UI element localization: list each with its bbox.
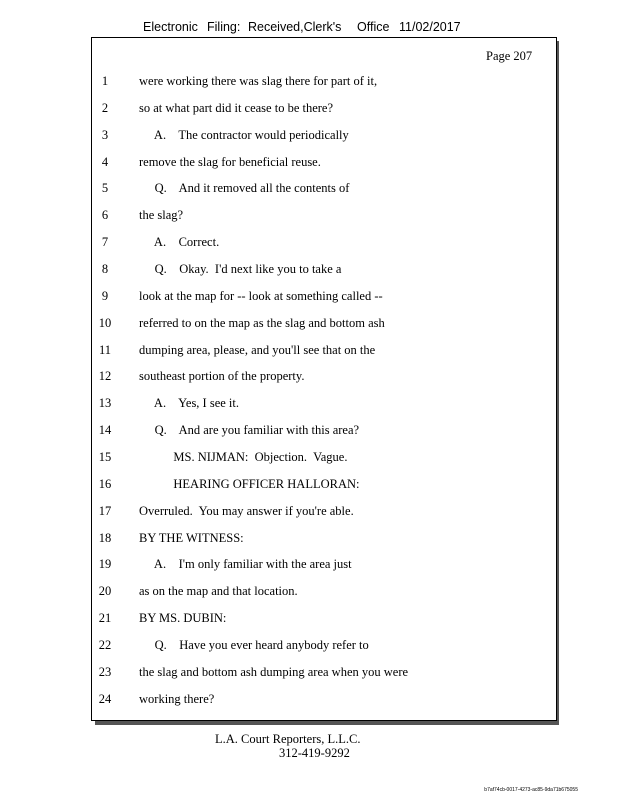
line-text: Q. Have you ever heard anybody refer to — [139, 637, 369, 652]
line-text: Q. And are you familiar with this area? — [139, 423, 360, 438]
header-filing: Filing: — [207, 20, 241, 34]
line-text: working there? — [139, 691, 215, 706]
line-number: 20 — [98, 584, 112, 599]
line-number: 14 — [98, 423, 112, 438]
line-number: 12 — [98, 369, 112, 384]
line-text: the slag and bottom ash dumping area when you were — [139, 664, 409, 679]
line-number: 13 — [98, 396, 112, 411]
line-text: BY MS. DUBIN: — [139, 611, 227, 625]
transcript-line — [91, 692, 541, 710]
line-number: 2 — [101, 100, 109, 115]
transcript-line — [91, 289, 541, 307]
line-text: as on the map and that location. — [139, 584, 298, 599]
transcript-line — [91, 208, 541, 226]
footer-phone: 312-419-9292 — [279, 746, 350, 760]
line-text: Overruled. You may answer if you're able. — [139, 503, 354, 518]
transcript-line — [91, 504, 541, 522]
line-number: 7 — [101, 235, 109, 250]
line-text: southeast portion of the property. — [139, 369, 305, 384]
transcript-line — [91, 450, 541, 468]
line-number: 23 — [98, 664, 112, 679]
line-text: A. I'm only familiar with the area just — [139, 557, 352, 572]
line-text: were working there was slag there for part of it, — [139, 74, 378, 88]
line-text: A. Yes, I see it. — [139, 396, 240, 411]
transcript-line — [91, 531, 541, 549]
transcript-line — [91, 665, 541, 683]
line-number: 9 — [101, 288, 109, 303]
line-text: Q. And it removed all the contents of — [139, 181, 350, 196]
line-text: BY THE WITNESS: — [139, 530, 244, 545]
line-number: 10 — [98, 315, 112, 330]
line-number: 3 — [101, 127, 109, 142]
line-number: 19 — [98, 557, 112, 572]
line-number: 18 — [98, 530, 112, 545]
transcript-line — [91, 369, 541, 387]
header-electronic: Electronic — [143, 20, 198, 34]
line-number: 15 — [98, 449, 112, 464]
transcript-line — [91, 235, 541, 253]
transcript-line — [91, 128, 541, 146]
line-number: 6 — [101, 208, 109, 223]
document-id: b7af74cb-0017-4273-ac85-9da71b675055 — [484, 787, 578, 793]
line-text: A. Correct. — [139, 235, 220, 250]
line-number: 11 — [98, 342, 112, 357]
header-date: 11/02/2017 — [399, 20, 461, 34]
line-text: dumping area, please, and you'll see that on the — [139, 342, 376, 357]
transcript-line — [91, 611, 541, 629]
line-text: look at the map for -- look at something called -- — [139, 288, 383, 303]
header-received: Received,Clerk's — [248, 20, 342, 34]
transcript-line — [91, 638, 541, 656]
header-office: Office — [357, 20, 390, 34]
line-number: 24 — [98, 691, 112, 706]
transcript-line — [91, 74, 541, 92]
line-text: remove the slag for beneficial reuse. — [139, 154, 321, 169]
line-text: A. The contractor would periodically — [139, 127, 349, 142]
line-number: 22 — [98, 637, 112, 652]
line-text: MS. NIJMAN: Objection. Vague. — [139, 449, 348, 464]
transcript-line — [91, 396, 541, 414]
line-text: the slag? — [139, 208, 184, 223]
page-number: Page 207 — [486, 49, 533, 63]
line-number: 5 — [101, 181, 109, 196]
transcript-line — [91, 316, 541, 334]
line-text: HEARING OFFICER HALLORAN: — [139, 476, 360, 491]
transcript-line — [91, 557, 541, 575]
line-number: 17 — [98, 503, 112, 518]
transcript-line — [91, 101, 541, 119]
transcript-line — [91, 155, 541, 173]
line-number: 16 — [98, 476, 112, 491]
line-number: 1 — [101, 74, 109, 88]
line-text: referred to on the map as the slag and bottom ash — [139, 315, 385, 330]
footer-company: L.A. Court Reporters, L.L.C. — [215, 732, 361, 746]
line-text: so at what part did it cease to be there? — [139, 100, 334, 115]
transcript-line — [91, 423, 541, 441]
transcript-line — [91, 343, 541, 361]
line-number: 8 — [101, 262, 109, 276]
line-text: Q. Okay. I'd next like you to take a — [139, 262, 342, 276]
filing-header — [0, 20, 618, 38]
line-number: 21 — [98, 611, 112, 625]
transcript-line — [91, 262, 541, 280]
transcript-line — [91, 584, 541, 602]
transcript-line — [91, 181, 541, 199]
line-number: 4 — [101, 154, 109, 169]
transcript-line — [91, 477, 541, 495]
